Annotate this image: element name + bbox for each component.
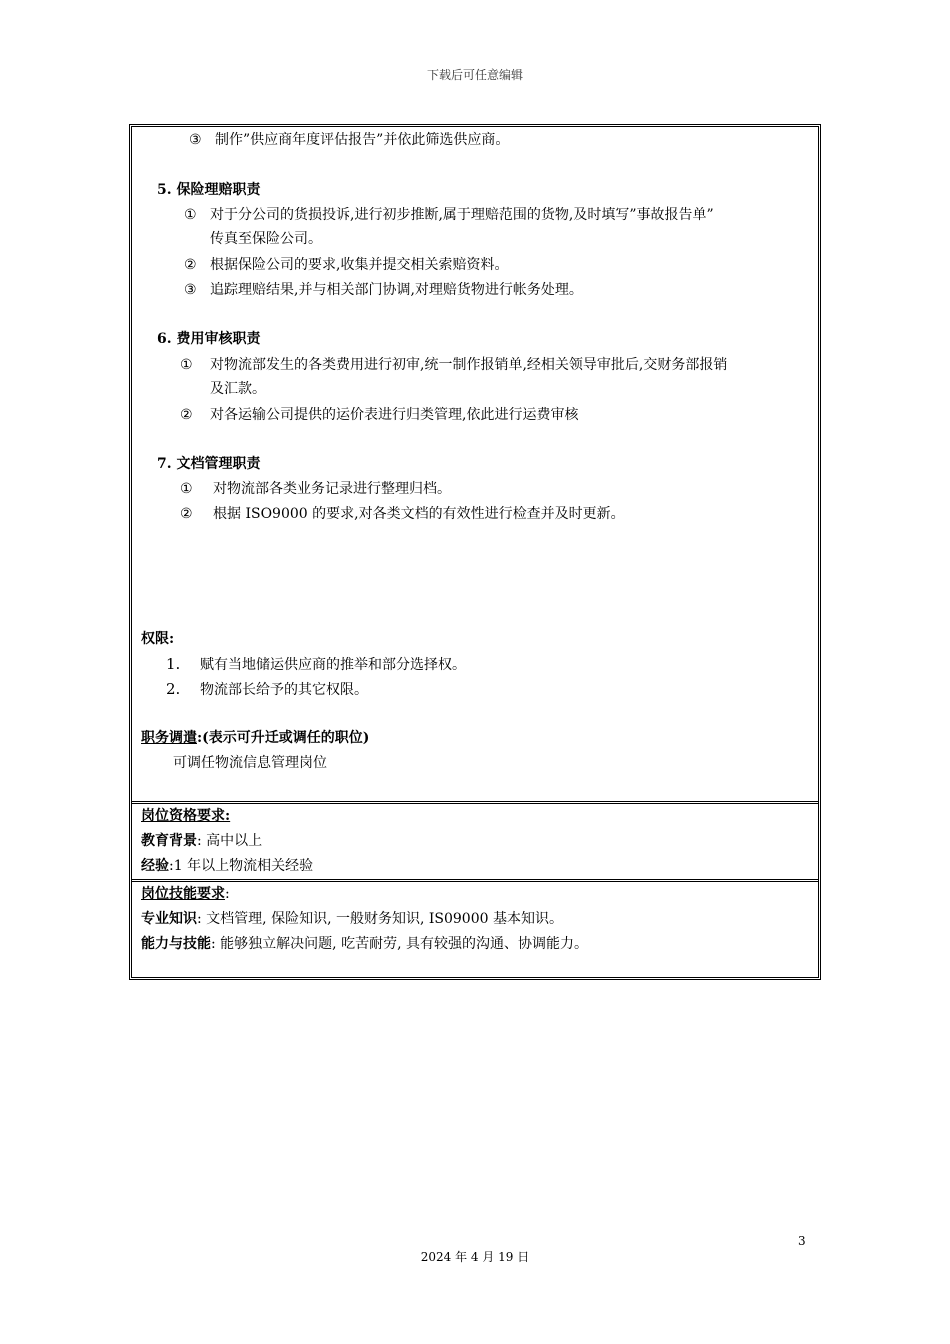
skills-section — [132, 879, 818, 977]
ability-row: 能力与技能: 能够独立解决问题, 吃苦耐劳, 具有较强的沟通、协调能力。 — [141, 936, 588, 952]
list-item: ③ 制作”供应商年度评估报告”并依此筛选供应商。 — [189, 132, 510, 148]
list-item-continuation: 及汇款。 — [210, 381, 266, 397]
page-number: 3 — [798, 1234, 806, 1248]
experience-row: 经验:1 年以上物流相关经验 — [141, 858, 314, 874]
list-item-continuation: 传真至保险公司。 — [210, 231, 322, 247]
transfer-value: 可调任物流信息管理岗位 — [173, 755, 327, 771]
skills-title: 岗位技能要求: — [141, 886, 230, 902]
page-footer-date: 2024 年 4 月 19 日 — [420, 1250, 530, 1264]
list-item: ① 对物流部各类业务记录进行整理归档。 — [180, 481, 451, 497]
list-item: ③ 追踪理赔结果,并与相关部门协调,对理赔货物进行帐务处理。 — [184, 282, 583, 298]
list-item: ② 根据 ISO9000 的要求,对各类文档的有效性进行检查并及时更新。 — [180, 506, 625, 522]
qualification-title: 岗位资格要求: — [141, 808, 231, 824]
job-description-table — [129, 124, 821, 980]
list-item: ② 根据保险公司的要求,收集并提交相关索赔资料。 — [184, 257, 509, 273]
list-item: ① 对于分公司的货损投诉,进行初步推断,属于理赔范围的货物,及时填写”事故报告单” — [184, 207, 714, 223]
list-item: ① 对物流部发生的各类费用进行初审,统一制作报销单,经相关领导审批后,交财务部报销 — [180, 357, 728, 373]
list-item: 2. 物流部长给予的其它权限。 — [166, 680, 368, 698]
section-heading: 6. 费用审核职责 — [157, 331, 261, 347]
qualification-section — [132, 801, 818, 879]
authority-label: 权限: — [141, 631, 175, 647]
list-item: ② 对各运输公司提供的运价表进行归类管理,依此进行运费审核 — [180, 407, 579, 423]
knowledge-row: 专业知识: 文档管理, 保险知识, 一般财务知识, IS09000 基本知识。 — [141, 911, 563, 927]
section-heading: 5. 保险理赔职责 — [157, 182, 261, 198]
education-row: 教育背景: 高中以上 — [141, 833, 263, 849]
section-heading: 7. 文档管理职责 — [157, 456, 261, 472]
page-header: 下载后可任意编辑 — [426, 68, 523, 82]
duties-section — [132, 127, 818, 801]
list-item: 1. 赋有当地储运供应商的推举和部分选择权。 — [166, 655, 466, 673]
transfer-heading: 职务调遣:(表示可升迁或调任的职位) — [141, 730, 370, 746]
